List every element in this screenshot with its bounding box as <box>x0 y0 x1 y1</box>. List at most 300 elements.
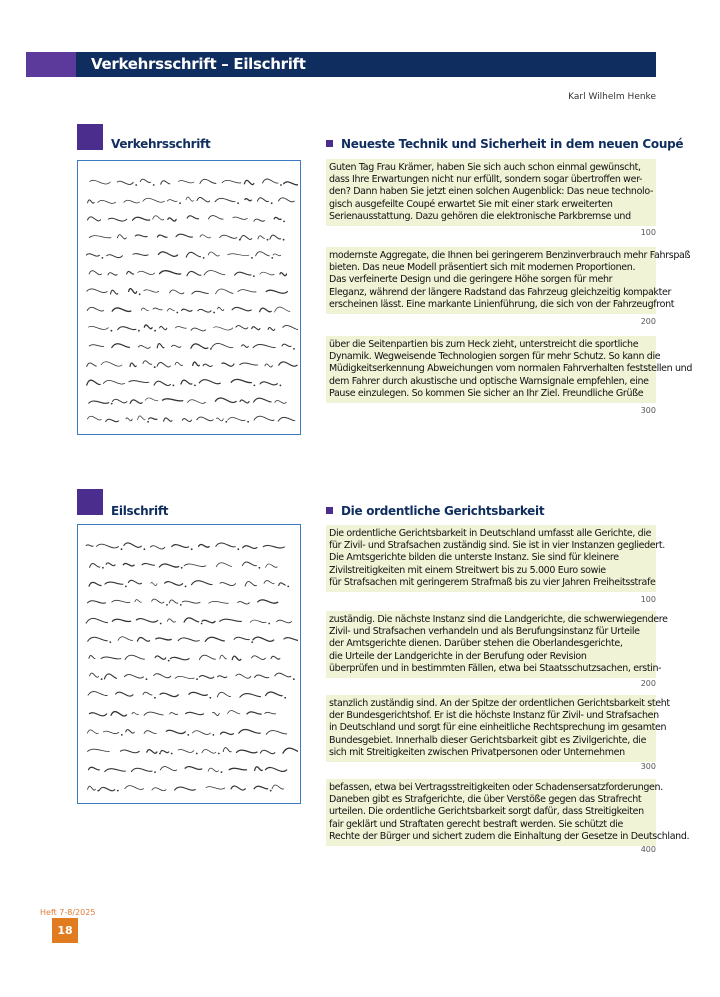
shorthand-stroke <box>265 768 286 772</box>
shorthand-stroke <box>254 786 268 789</box>
text-paragraph <box>326 779 690 846</box>
shorthand-dot <box>147 421 149 423</box>
shorthand-stroke <box>236 674 251 678</box>
shorthand-stroke <box>198 309 211 312</box>
shorthand-dot <box>213 734 215 736</box>
shorthand-stroke <box>182 601 200 603</box>
shorthand-dot <box>196 678 198 680</box>
shorthand-stroke <box>112 308 131 312</box>
shorthand-stroke <box>89 401 109 403</box>
shorthand-stroke <box>130 400 142 403</box>
shorthand-dot <box>154 330 156 332</box>
shorthand-dot <box>213 312 215 314</box>
shorthand-stroke <box>273 254 281 256</box>
shorthand-stroke <box>144 712 163 715</box>
shorthand-stroke <box>176 234 193 237</box>
shorthand-dot <box>102 567 104 569</box>
shorthand-stroke <box>186 197 193 201</box>
shorthand-stroke <box>192 291 209 294</box>
shorthand-dot <box>251 641 253 643</box>
shorthand-stroke <box>147 750 157 754</box>
shorthand-stroke <box>160 767 176 771</box>
shorthand-stroke <box>144 290 159 292</box>
page-number: 18 <box>52 918 78 943</box>
shorthand-stroke <box>203 364 212 366</box>
shorthand-stroke <box>167 200 177 202</box>
shorthand-stroke <box>266 290 287 293</box>
shorthand-stroke <box>89 582 101 586</box>
shorthand-stroke <box>112 600 130 602</box>
shorthand-stroke <box>279 198 295 202</box>
shorthand-stroke <box>101 362 122 366</box>
shorthand-stroke <box>242 345 249 348</box>
shorthand-dot <box>173 385 175 387</box>
shorthand-stroke <box>275 400 286 403</box>
shorthand-dot <box>253 275 255 277</box>
paragraph-line: der Amtsgerichte dienen. Darüber stehen die Oberlandesgerichte, <box>329 638 623 650</box>
paragraph-line: zuständig. Die nächste Instanz sind die Landgerichte, die schwerwiegendere <box>329 614 668 625</box>
shorthand-stroke <box>209 601 229 603</box>
shorthand-stroke <box>99 787 114 790</box>
shorthand-stroke <box>156 638 171 640</box>
shorthand-stroke <box>89 767 100 770</box>
shorthand-dot <box>125 586 127 588</box>
shorthand-stroke <box>157 344 164 348</box>
shorthand-dot <box>270 790 272 792</box>
shorthand-stroke <box>165 582 183 586</box>
shorthand-stroke <box>239 730 260 734</box>
paragraph-line: Zivil- und Strafsachen verhandeln und als Berufungsinstanz für Urteile <box>329 626 640 638</box>
shorthand-stroke <box>87 363 97 367</box>
shorthand-stroke <box>108 273 117 275</box>
section-label-eilschrift: Eilschrift <box>111 504 169 518</box>
text-paragraph <box>326 525 665 592</box>
shorthand-stroke <box>189 692 207 695</box>
shorthand-dot <box>201 623 203 625</box>
shorthand-stroke <box>90 564 100 568</box>
shorthand-stroke <box>215 398 236 402</box>
shorthand-stroke <box>126 418 132 421</box>
text-paragraph <box>326 247 691 314</box>
shorthand-dot <box>121 548 123 550</box>
shorthand-dot <box>154 771 156 773</box>
shorthand-stroke <box>112 619 130 621</box>
paragraph-line: der Bundesgerichtshof. Er ist die höchste Instanz für Zivil- und Strafsachen <box>329 710 659 722</box>
shorthand-stroke <box>193 362 200 366</box>
shorthand-stroke <box>197 197 210 201</box>
shorthand-stroke <box>141 308 148 311</box>
paragraph-line: Müdigkeitserkennung Abweichungen vom normalen Fahrverhalten feststellen und <box>329 363 693 375</box>
title-bullet-icon <box>326 507 333 514</box>
shorthand-stroke <box>204 270 225 275</box>
paragraph-line: Eleganz, während der längere Radstand das Fahrzeug gleichzeitig kompakter <box>329 286 671 298</box>
shorthand-stroke <box>178 749 194 752</box>
shorthand-stroke <box>161 181 170 184</box>
shorthand-stroke <box>143 198 165 202</box>
shorthand-stroke <box>98 200 116 203</box>
shorthand-stroke <box>138 271 155 274</box>
shorthand-stroke <box>238 602 250 605</box>
syllable-count: 400 <box>640 845 656 854</box>
shorthand-stroke <box>87 730 98 734</box>
shorthand-stroke <box>87 416 101 420</box>
shorthand-stroke <box>118 637 133 641</box>
shorthand-dot <box>196 753 198 755</box>
shorthand-dot <box>111 403 113 405</box>
shorthand-stroke <box>157 362 170 367</box>
paragraph-line: Guten Tag Frau Krämer, haben Sie sich auch schon einmal gewünscht, <box>329 162 641 173</box>
paragraph-line: die Urteile der Landgerichte in der Berufung oder Revision <box>329 650 587 662</box>
shorthand-stroke <box>222 363 234 366</box>
shorthand-stroke <box>138 416 146 420</box>
shorthand-stroke <box>245 199 252 201</box>
shorthand-stroke <box>158 252 177 256</box>
shorthand-stroke <box>120 750 139 753</box>
paragraph-line: modernste Aggregate, die Ihnen bei geringerem Benzinverbrauch mehr Fahrspaß <box>329 250 691 261</box>
paragraph-line: Das verfeinerte Design und die geringere Höhe sorgen für mehr <box>329 274 613 286</box>
shorthand-stroke <box>89 713 106 716</box>
shorthand-dot <box>171 753 173 755</box>
shorthand-stroke <box>90 673 99 677</box>
shorthand-dot <box>247 421 249 423</box>
shorthand-dot <box>160 623 162 625</box>
syllable-count: 100 <box>640 595 656 604</box>
shorthand-stroke <box>175 676 194 678</box>
shorthand-stroke <box>266 564 278 567</box>
shorthand-stroke <box>199 655 215 659</box>
shorthand-stroke <box>186 252 200 257</box>
paragraph-line: Daneben gibt es Strafgerichte, die über Verstöße gegen das Strafrecht <box>329 794 642 806</box>
shorthand-stroke <box>133 254 148 256</box>
shorthand-stroke <box>87 749 109 751</box>
shorthand-stroke <box>143 361 152 365</box>
syllable-count: 300 <box>640 406 656 415</box>
shorthand-stroke <box>208 252 219 256</box>
shorthand-stroke <box>118 327 136 330</box>
shorthand-stroke <box>167 309 174 311</box>
shorthand-stroke <box>220 583 236 586</box>
shorthand-stroke <box>116 692 133 696</box>
shorthand-dot <box>191 548 193 550</box>
shorthand-stroke <box>238 290 256 292</box>
paragraph-line: Dynamik. Wegweisende Technologien sorgen für mehr Schutz. So kann die <box>329 351 661 363</box>
shorthand-stroke <box>199 676 213 679</box>
shorthand-dot <box>254 385 256 387</box>
shorthand-stroke <box>220 235 237 238</box>
shorthand-image-verkehrsschrift <box>77 160 301 435</box>
paragraph-line: in Deutschland und sorgt für eine einheitliche Rechtsprechung im gesamten <box>329 722 667 734</box>
shorthand-stroke <box>159 564 178 567</box>
shorthand-stroke <box>275 307 290 312</box>
shorthand-stroke <box>263 545 284 548</box>
shorthand-dot <box>181 567 183 569</box>
shorthand-stroke <box>278 417 295 421</box>
shorthand-dot <box>221 771 223 773</box>
shorthand-stroke <box>275 673 291 677</box>
syllable-count: 200 <box>640 679 656 688</box>
shorthand-stroke <box>184 564 206 567</box>
shorthand-dot <box>101 678 103 680</box>
shorthand-stroke <box>154 674 171 678</box>
shorthand-stroke <box>220 655 227 659</box>
shorthand-stroke <box>213 712 220 715</box>
shorthand-stroke <box>143 692 152 695</box>
shorthand-stroke <box>257 198 268 202</box>
shorthand-stroke <box>170 657 189 660</box>
shorthand-stroke <box>105 769 126 772</box>
shorthand-stroke <box>218 307 224 310</box>
paragraph-line: urteilen. Die ordentliche Gerichtsbarkeit sorgt dafür, dass Streitigkeiten <box>329 806 644 818</box>
shorthand-stroke <box>222 180 241 183</box>
shorthand-stroke <box>103 731 118 733</box>
shorthand-stroke <box>182 309 192 311</box>
shorthand-stroke <box>255 675 269 678</box>
shorthand-stroke <box>216 543 236 547</box>
shorthand-stroke <box>252 656 266 660</box>
shorthand-stroke <box>271 656 280 659</box>
shorthand-stroke <box>188 400 206 404</box>
section-marker-square <box>77 124 103 150</box>
shorthand-stroke <box>185 767 202 770</box>
shorthand-stroke <box>112 344 130 348</box>
shorthand-dot <box>176 312 178 314</box>
shorthand-stroke <box>126 730 135 734</box>
shorthand-stroke <box>197 417 213 421</box>
shorthand-stroke <box>133 217 150 220</box>
shorthand-stroke <box>270 235 281 239</box>
shorthand-stroke <box>255 767 263 771</box>
shorthand-dot <box>271 257 273 259</box>
shorthand-stroke <box>192 581 213 585</box>
paragraph-line: erscheinen lässt. Eine markante Linienführung, die sich von der Fahrzeugfront <box>329 298 675 310</box>
shorthand-stroke <box>160 271 181 274</box>
shorthand-stroke <box>168 218 176 221</box>
shorthand-dot <box>225 421 227 423</box>
shorthand-stroke <box>144 325 152 329</box>
shorthand-stroke <box>228 418 246 421</box>
shorthand-stroke <box>187 216 198 219</box>
shorthand-stroke <box>205 637 224 641</box>
shorthand-stroke <box>254 416 274 420</box>
shorthand-stroke <box>88 200 95 203</box>
paragraph-line: Serienausstattung. Dazu gehören die elektronische Parkbremse und <box>329 210 631 222</box>
shorthand-dot <box>102 257 104 259</box>
text-paragraph <box>326 336 693 403</box>
shorthand-stroke <box>172 545 189 548</box>
shorthand-stroke <box>90 180 111 184</box>
shorthand-stroke <box>235 272 251 275</box>
shorthand-dot <box>280 184 282 186</box>
shorthand-dot <box>146 678 148 680</box>
shorthand-dot <box>283 239 285 241</box>
header-accent <box>26 52 76 77</box>
shorthand-stroke <box>176 327 187 329</box>
paragraph-line: für Strafsachen mit geringerem Strafmaß bis zu vier Jahren Freiheitsstrafe <box>329 576 656 588</box>
shorthand-stroke <box>175 787 196 790</box>
article-title-text: Die ordentliche Gerichtsbarkeit <box>341 504 545 518</box>
shorthand-dot <box>280 385 282 387</box>
shorthand-stroke <box>160 693 178 696</box>
shorthand-stroke <box>138 346 150 349</box>
shorthand-stroke <box>152 788 166 791</box>
shorthand-stroke <box>182 419 191 422</box>
shorthand-stroke <box>167 619 175 622</box>
article-title-gerichtsbarkeit <box>326 504 544 518</box>
shorthand-stroke <box>89 271 102 275</box>
shorthand-dot <box>166 604 168 606</box>
shorthand-stroke <box>97 544 119 548</box>
shorthand-stroke <box>277 620 292 623</box>
shorthand-stroke <box>144 731 156 734</box>
shorthand-stroke <box>175 362 183 365</box>
shorthand-dot <box>111 330 113 332</box>
shorthand-stroke <box>112 399 127 403</box>
paragraph-line: Bundesgebiet. Innerhalb dieser Gerichtsbarkeit gibt es Zivilgerichte, die <box>329 734 647 746</box>
shorthand-stroke <box>200 179 216 183</box>
shorthand-stroke <box>253 637 274 641</box>
shorthand-stroke <box>218 676 227 678</box>
shorthand-stroke <box>169 600 178 603</box>
shorthand-stroke <box>191 344 208 349</box>
shorthand-stroke <box>200 235 211 238</box>
shorthand-dot <box>138 330 140 332</box>
shorthand-stroke <box>232 656 241 660</box>
shorthand-stroke <box>157 235 167 237</box>
shorthand-stroke <box>231 379 251 382</box>
shorthand-stroke <box>260 308 272 312</box>
shorthand-stroke <box>87 380 100 385</box>
shorthand-stroke <box>164 418 172 421</box>
shorthand-stroke <box>88 601 106 604</box>
shorthand-stroke <box>128 580 141 584</box>
syllable-count: 200 <box>640 317 656 326</box>
paragraph-line: befassen, etwa bei Vertragsstreitigkeiten oder Schadensersatzforderungen. <box>329 782 663 793</box>
shorthand-stroke <box>234 637 249 639</box>
shorthand-stroke <box>256 252 270 256</box>
shorthand-stroke <box>240 363 258 365</box>
shorthand-stroke <box>214 327 233 330</box>
shorthand-stroke <box>231 786 245 790</box>
shorthand-stroke <box>132 713 139 715</box>
text-paragraph <box>326 695 670 762</box>
shorthand-stroke <box>258 600 278 603</box>
shorthand-dot <box>154 697 156 699</box>
syllable-count: 300 <box>640 762 656 771</box>
shorthand-stroke <box>170 290 184 294</box>
shorthand-stroke <box>161 750 169 752</box>
shorthand-stroke <box>170 713 178 715</box>
shorthand-stroke <box>263 179 279 183</box>
shorthand-stroke <box>137 637 149 641</box>
paragraph-line: für Zivil- und Strafsachen zuständig sind. Sie ist in vier Instanzen gegliedert. <box>329 540 665 552</box>
shorthand-stroke <box>266 692 283 696</box>
shorthand-stroke <box>193 731 211 735</box>
shorthand-strokes <box>78 525 298 801</box>
shorthand-stroke <box>274 217 281 219</box>
shorthand-stroke <box>242 562 256 566</box>
shorthand-dot <box>271 202 273 204</box>
issue-label: Heft 7-8/2025 <box>40 908 96 917</box>
shorthand-stroke <box>216 418 223 421</box>
shorthand-dot <box>267 239 269 241</box>
shorthand-stroke <box>135 600 142 603</box>
shorthand-dot <box>203 257 205 259</box>
shorthand-dot <box>121 734 123 736</box>
title-bullet-icon <box>326 140 333 147</box>
section-marker-square <box>77 489 103 515</box>
shorthand-dot <box>185 586 187 588</box>
shorthand-stroke <box>254 219 265 221</box>
shorthand-stroke <box>111 290 118 294</box>
shorthand-stroke <box>178 181 194 183</box>
shorthand-stroke <box>87 289 107 293</box>
shorthand-dot <box>139 293 141 295</box>
shorthand-stroke <box>160 326 167 329</box>
shorthand-stroke <box>107 255 123 258</box>
shorthand-stroke <box>89 236 111 238</box>
shorthand-stroke <box>208 768 218 772</box>
shorthand-dot <box>135 184 137 186</box>
paragraph-line: Zivilstreitigkeiten mit einem Streitwert bis zu 5.000 Euro sowie <box>329 564 606 576</box>
paragraph-line: Pause einzulegen. So kommen Sie sicher an Ihr Ziel. Freundliche Grüße <box>329 387 644 399</box>
shorthand-dot <box>259 567 261 569</box>
shorthand-stroke <box>88 637 108 641</box>
paragraph-line: bieten. Das neue Modell präsentiert sich mit modernen Proportionen. <box>329 262 636 274</box>
shorthand-dot <box>287 586 289 588</box>
paragraph-line: stanzlich zuständig sind. An der Spitze der ordentlichen Gerichtsbarkeit steht <box>329 698 670 709</box>
paragraph-line: sich mit Streitigkeiten zwischen Privatpersonen oder Unternehmen <box>329 746 625 758</box>
shorthand-stroke <box>284 638 298 641</box>
shorthand-stroke <box>247 712 261 714</box>
shorthand-stroke <box>129 381 149 383</box>
shorthand-stroke <box>140 179 151 182</box>
shorthand-strokes <box>78 161 298 432</box>
shorthand-stroke <box>131 768 152 771</box>
shorthand-stroke <box>202 750 216 754</box>
shorthand-stroke <box>216 289 234 294</box>
shorthand-stroke <box>152 599 164 603</box>
shorthand-stroke <box>108 218 127 221</box>
shorthand-stroke <box>236 326 248 329</box>
shorthand-stroke <box>101 657 121 659</box>
paragraph-line: den? Dann haben Sie jetzt einen solchen Augenblick: Das neue technolo- <box>329 186 654 198</box>
shorthand-stroke <box>172 345 181 347</box>
shorthand-stroke <box>260 750 275 753</box>
shorthand-dot <box>284 697 286 699</box>
shorthand-stroke <box>212 343 233 347</box>
shorthand-stroke <box>125 655 144 659</box>
page-title: Verkehrsschrift – Eilschrift <box>91 55 306 73</box>
shorthand-dot <box>210 348 212 350</box>
shorthand-stroke <box>166 730 185 733</box>
shorthand-stroke <box>266 731 286 735</box>
shorthand-stroke <box>220 619 242 621</box>
shorthand-stroke <box>199 545 210 548</box>
shorthand-dot <box>251 257 253 259</box>
shorthand-stroke <box>202 620 215 623</box>
shorthand-dot <box>283 221 285 223</box>
shorthand-stroke <box>86 545 93 547</box>
shorthand-stroke <box>155 656 166 659</box>
shorthand-stroke <box>228 254 249 256</box>
shorthand-stroke <box>233 217 247 219</box>
shorthand-stroke <box>145 398 158 401</box>
shorthand-stroke <box>241 235 252 239</box>
section-label-verkehrsschrift: Verkehrsschrift <box>111 137 211 151</box>
paragraph-line: fair geklärt und Straftaten gerecht bestraft werden. Sie schützt die <box>329 818 623 830</box>
shorthand-dot <box>293 348 295 350</box>
shorthand-stroke <box>88 786 96 790</box>
